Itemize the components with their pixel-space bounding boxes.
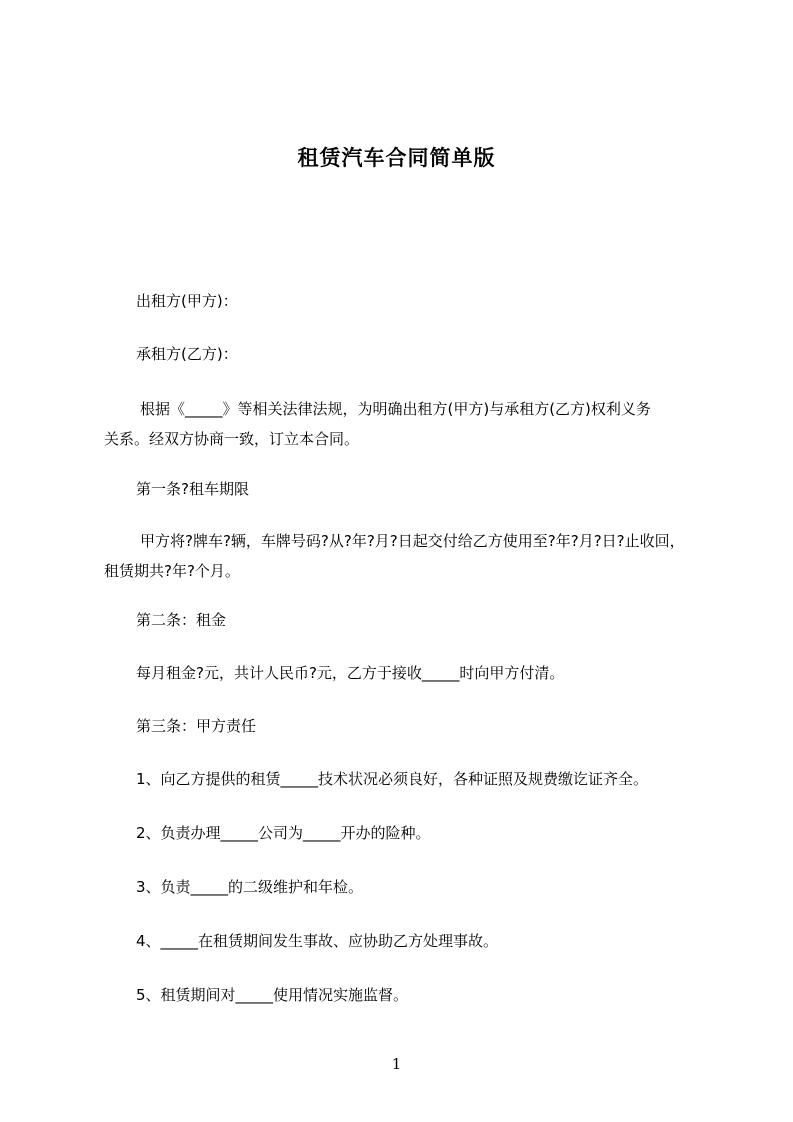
article-1-line-2: 租赁期共?年?个月。: [104, 562, 240, 580]
article-3-item-3: 3、负责_____的二级维护和年检。: [136, 878, 364, 896]
party-b-line: 承租方(乙方)：: [136, 345, 238, 363]
article-1-heading: 第一条?租车期限: [136, 480, 249, 498]
preamble-paragraph: [104, 394, 716, 454]
preamble-line-1: 根据《_____》等相关法律法规，为明确出租方(甲方)与承租方(乙方)权利义务: [140, 400, 651, 418]
page-number: 1: [391, 1055, 402, 1073]
article-1-paragraph: [104, 526, 716, 586]
document-title: 租赁汽车合同简单版: [297, 146, 496, 170]
article-2-heading: 第二条：租金: [136, 611, 227, 629]
article-3-item-1: 1、向乙方提供的租赁_____技术状况必须良好，各种证照及规费缴讫证齐全。: [136, 770, 649, 788]
article-3-heading: 第三条：甲方责任: [136, 717, 257, 735]
article-1-line-1: 甲方将?牌车?辆，车牌号码?从?年?月?日起交付给乙方使用至?年?月?日?止收回，: [140, 532, 685, 550]
article-2-body: 每月租金?元，共计人民币?元，乙方于接收_____时向甲方付清。: [136, 664, 565, 682]
preamble-line-2: 关系。经双方协商一致，订立本合同。: [104, 430, 360, 448]
article-3-item-4: 4、_____在租赁期间发生事故、应协助乙方处理事故。: [136, 932, 499, 950]
party-a-line: 出租方(甲方)：: [136, 292, 238, 310]
article-3-item-5: 5、租赁期间对_____使用情况实施监督。: [136, 986, 409, 1004]
article-3-item-2: 2、负责办理_____公司为_____开办的险种。: [136, 824, 431, 842]
